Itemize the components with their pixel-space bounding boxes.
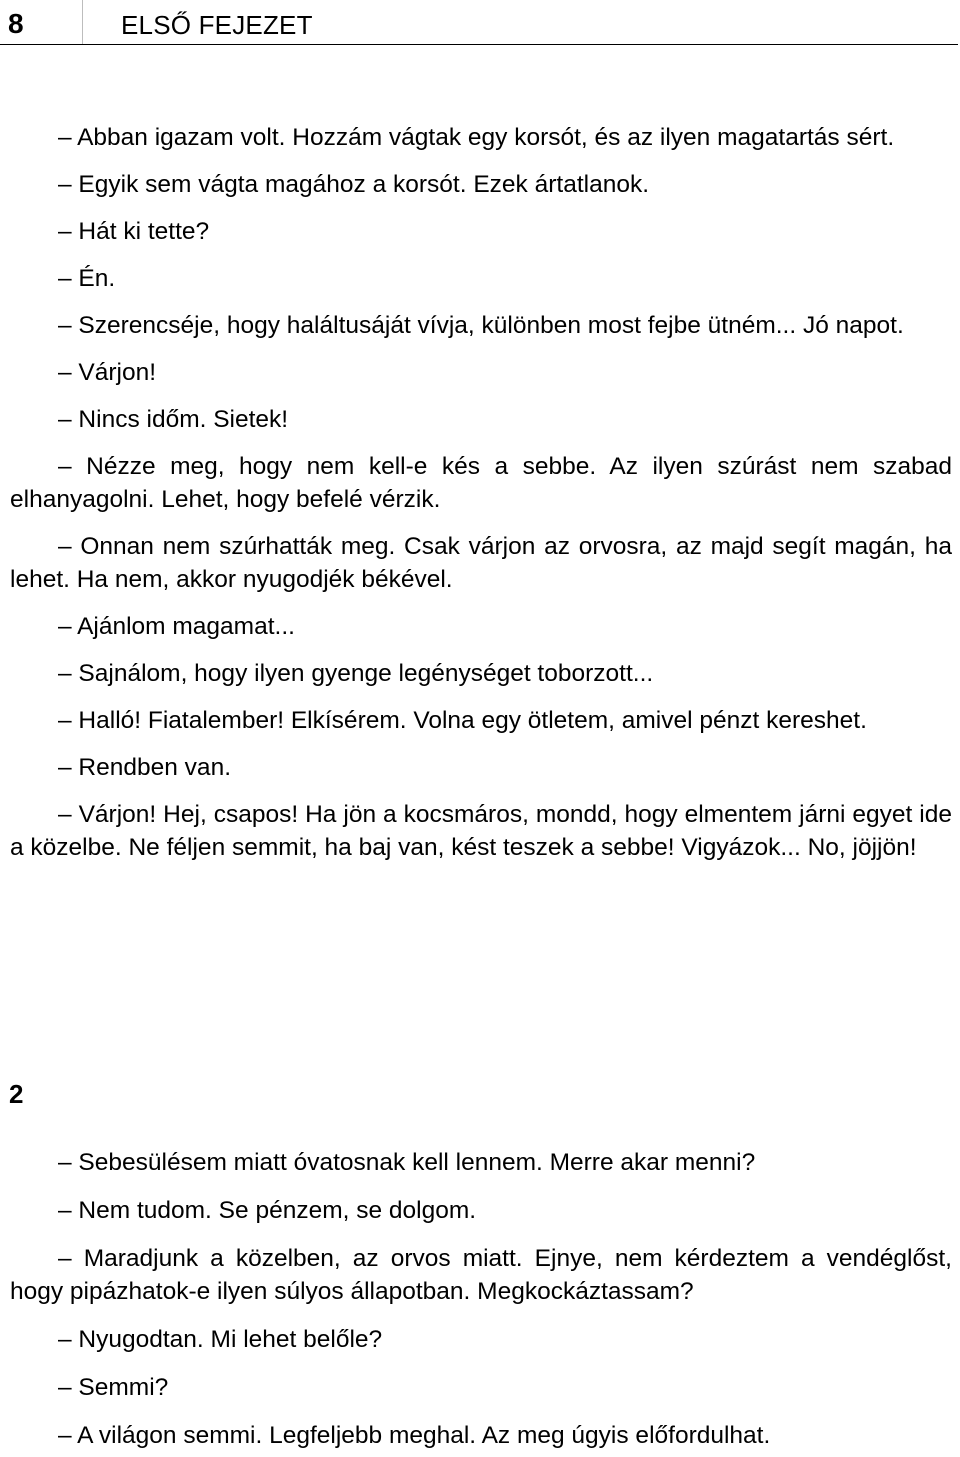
paragraph: – Várjon! bbox=[58, 359, 157, 386]
paragraph: – A világon semmi. Legfeljebb meghal. Az meg úgyis előfordulhat. bbox=[58, 1422, 771, 1449]
paragraph: – Abban igazam volt. Hozzám vágtak egy korsót, és az ilyen magatartás sért. bbox=[58, 124, 895, 151]
paragraph: – Hát ki tette? bbox=[58, 218, 210, 245]
section-1-text bbox=[10, 121, 952, 864]
paragraph: – Egyik sem vágta magához a korsót. Ezek ártatlanok. bbox=[58, 171, 650, 198]
page-number: 8 bbox=[8, 8, 24, 39]
paragraph: – Onnan nem szúrhatták meg. Csak várjon az orvosra, az majd segít magán, ha lehet. Ha nem, akkor nyugodjék békével. bbox=[10, 533, 952, 593]
paragraph: – Nem tudom. Se pénzem, se dolgom. bbox=[58, 1197, 477, 1224]
paragraph: – Én. bbox=[58, 265, 116, 292]
paragraph: – Nincs időm. Sietek! bbox=[58, 406, 289, 433]
paragraph: – Nézze meg, hogy nem kell-e kés a sebbe. Az ilyen szúrást nem szabad elhanyagolni. Lehet, hogy befelé vérzik. bbox=[10, 453, 952, 513]
section-2-text bbox=[10, 1146, 952, 1452]
paragraph: – Rendben van. bbox=[58, 754, 231, 781]
header-divider bbox=[82, 0, 83, 44]
paragraph: – Nyugodtan. Mi lehet belőle? bbox=[58, 1326, 383, 1353]
chapter-title: ELSŐ FEJEZET bbox=[121, 10, 313, 40]
paragraph: – Szerencséje, hogy haláltusáját vívja, különben most fejbe ütném... Jó napot. bbox=[58, 312, 904, 339]
paragraph: – Ajánlom magamat... bbox=[58, 613, 295, 640]
paragraph: – Semmi? bbox=[58, 1374, 169, 1401]
paragraph: – Sebesülésem miatt óvatosnak kell lennem. Merre akar menni? bbox=[58, 1149, 756, 1176]
paragraph: – Sajnálom, hogy ilyen gyenge legénységet toborzott... bbox=[58, 660, 654, 687]
paragraph: – Maradjunk a közelben, az orvos miatt. Ejnye, nem kérdeztem a vendéglőst, hogy pipázhatok-e ilyen súlyos állapotban. Megkockáztassam? bbox=[10, 1245, 952, 1305]
paragraph: – Várjon! Hej, csapos! Ha jön a kocsmáros, mondd, hogy elmentem járni egyet ide a közelbe. Ne féljen semmit, ha baj van, kést teszek a sebbe! Vigyázok... No, jöjjön! bbox=[10, 801, 952, 861]
paragraph: – Halló! Fiatalember! Elkísérem. Volna egy ötletem, amivel pénzt kereshet. bbox=[58, 707, 867, 734]
section-number: 2 bbox=[9, 1079, 24, 1109]
running-header bbox=[0, 0, 958, 45]
